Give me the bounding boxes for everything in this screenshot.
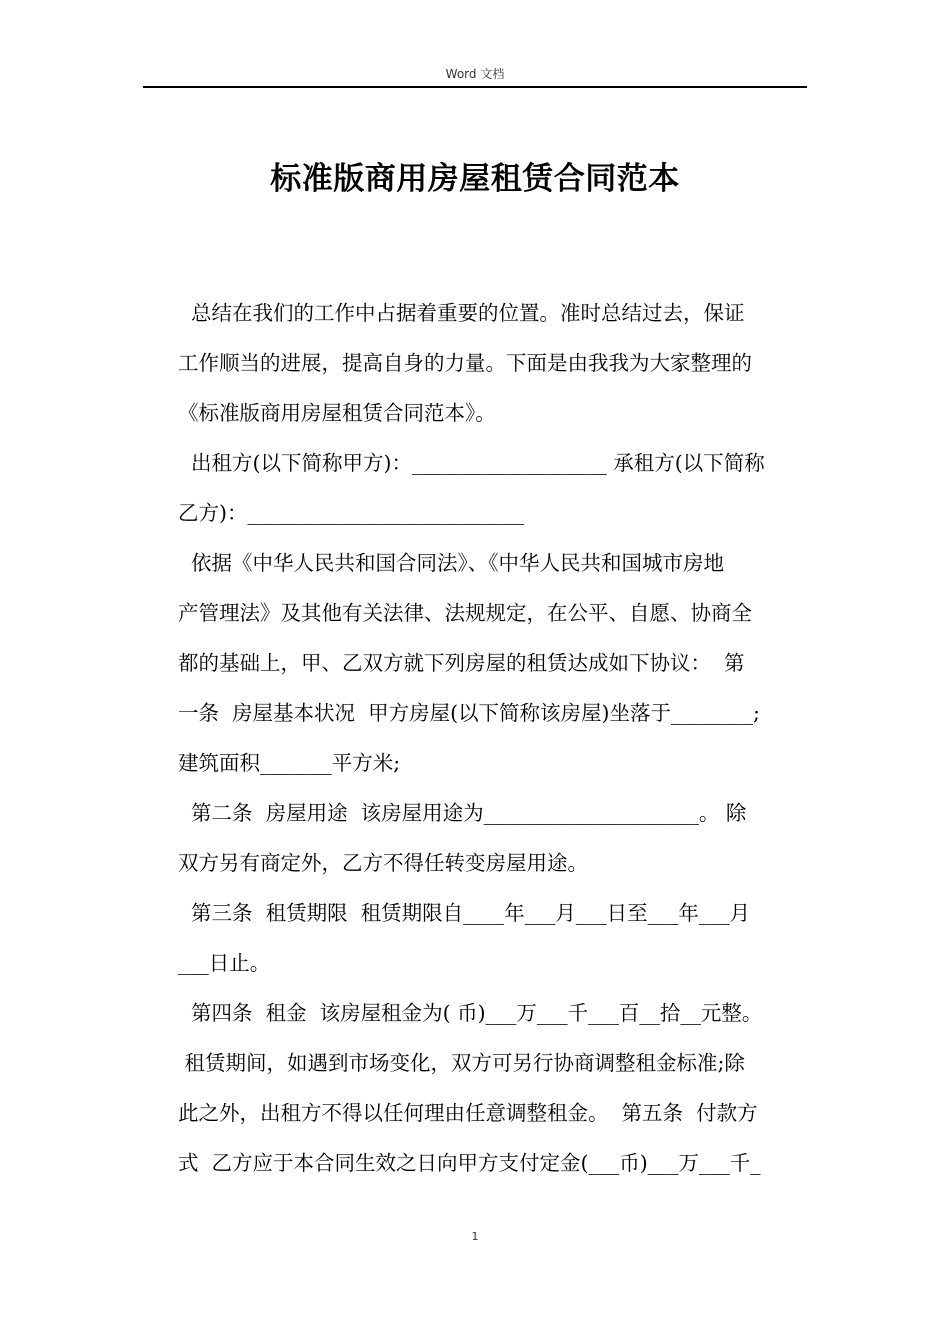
body-line: 依据《中华人民共和国合同法》、《中华人民共和国城市房地: [178, 551, 725, 575]
document-title: 标准版商用房屋租赁合同范本: [270, 161, 680, 197]
body-line: 此之外，出租方不得以任何理由任意调整租金。 第五条 付款方: [178, 1101, 758, 1125]
body-line: 第四条 租金 该房屋租金为( 币)___万___千___百__拾__元整。: [178, 1001, 763, 1025]
document-body: [178, 288, 810, 1188]
body-line: 第二条 房屋用途 该房屋用途为_____________________。 除: [178, 801, 747, 825]
body-line: 一条 房屋基本状况 甲方房屋(以下简称该房屋)坐落于________;: [178, 701, 760, 725]
body-line: 《标准版商用房屋租赁合同范本》。: [178, 401, 496, 425]
body-line: 出租方(以下简称甲方)：___________________ 承租方(以下简称: [178, 451, 765, 475]
body-line: 式 乙方应于本合同生效之日向甲方支付定金(___币)___万___千_: [178, 1151, 761, 1175]
page-number: 1: [471, 1230, 479, 1243]
body-line: 总结在我们的工作中占据着重要的位置。准时总结过去，保证: [178, 301, 745, 325]
body-line: 产管理法》及其他有关法律、法规规定，在公平、自愿、协商全: [178, 601, 752, 625]
body-line: 乙方)：___________________________: [178, 501, 525, 525]
body-line: 工作顺当的进展，提高自身的力量。下面是由我我为大家整理的: [178, 351, 752, 375]
body-line: 第三条 租赁期限 租赁期限自____年___月___日至___年___月: [178, 901, 751, 925]
body-line: 都的基础上，甲、乙双方就下列房屋的租赁达成如下协议： 第: [178, 651, 745, 675]
body-line: 双方另有商定外，乙方不得任转变房屋用途。: [178, 851, 588, 875]
page-header: Word 文档: [445, 67, 505, 81]
body-line: ___日止。: [178, 951, 271, 975]
header-divider: [143, 86, 807, 88]
body-line: 租赁期间，如遇到市场变化，双方可另行协商调整租金标准;除: [178, 1051, 745, 1075]
body-line: 建筑面积_______平方米;: [178, 751, 401, 775]
